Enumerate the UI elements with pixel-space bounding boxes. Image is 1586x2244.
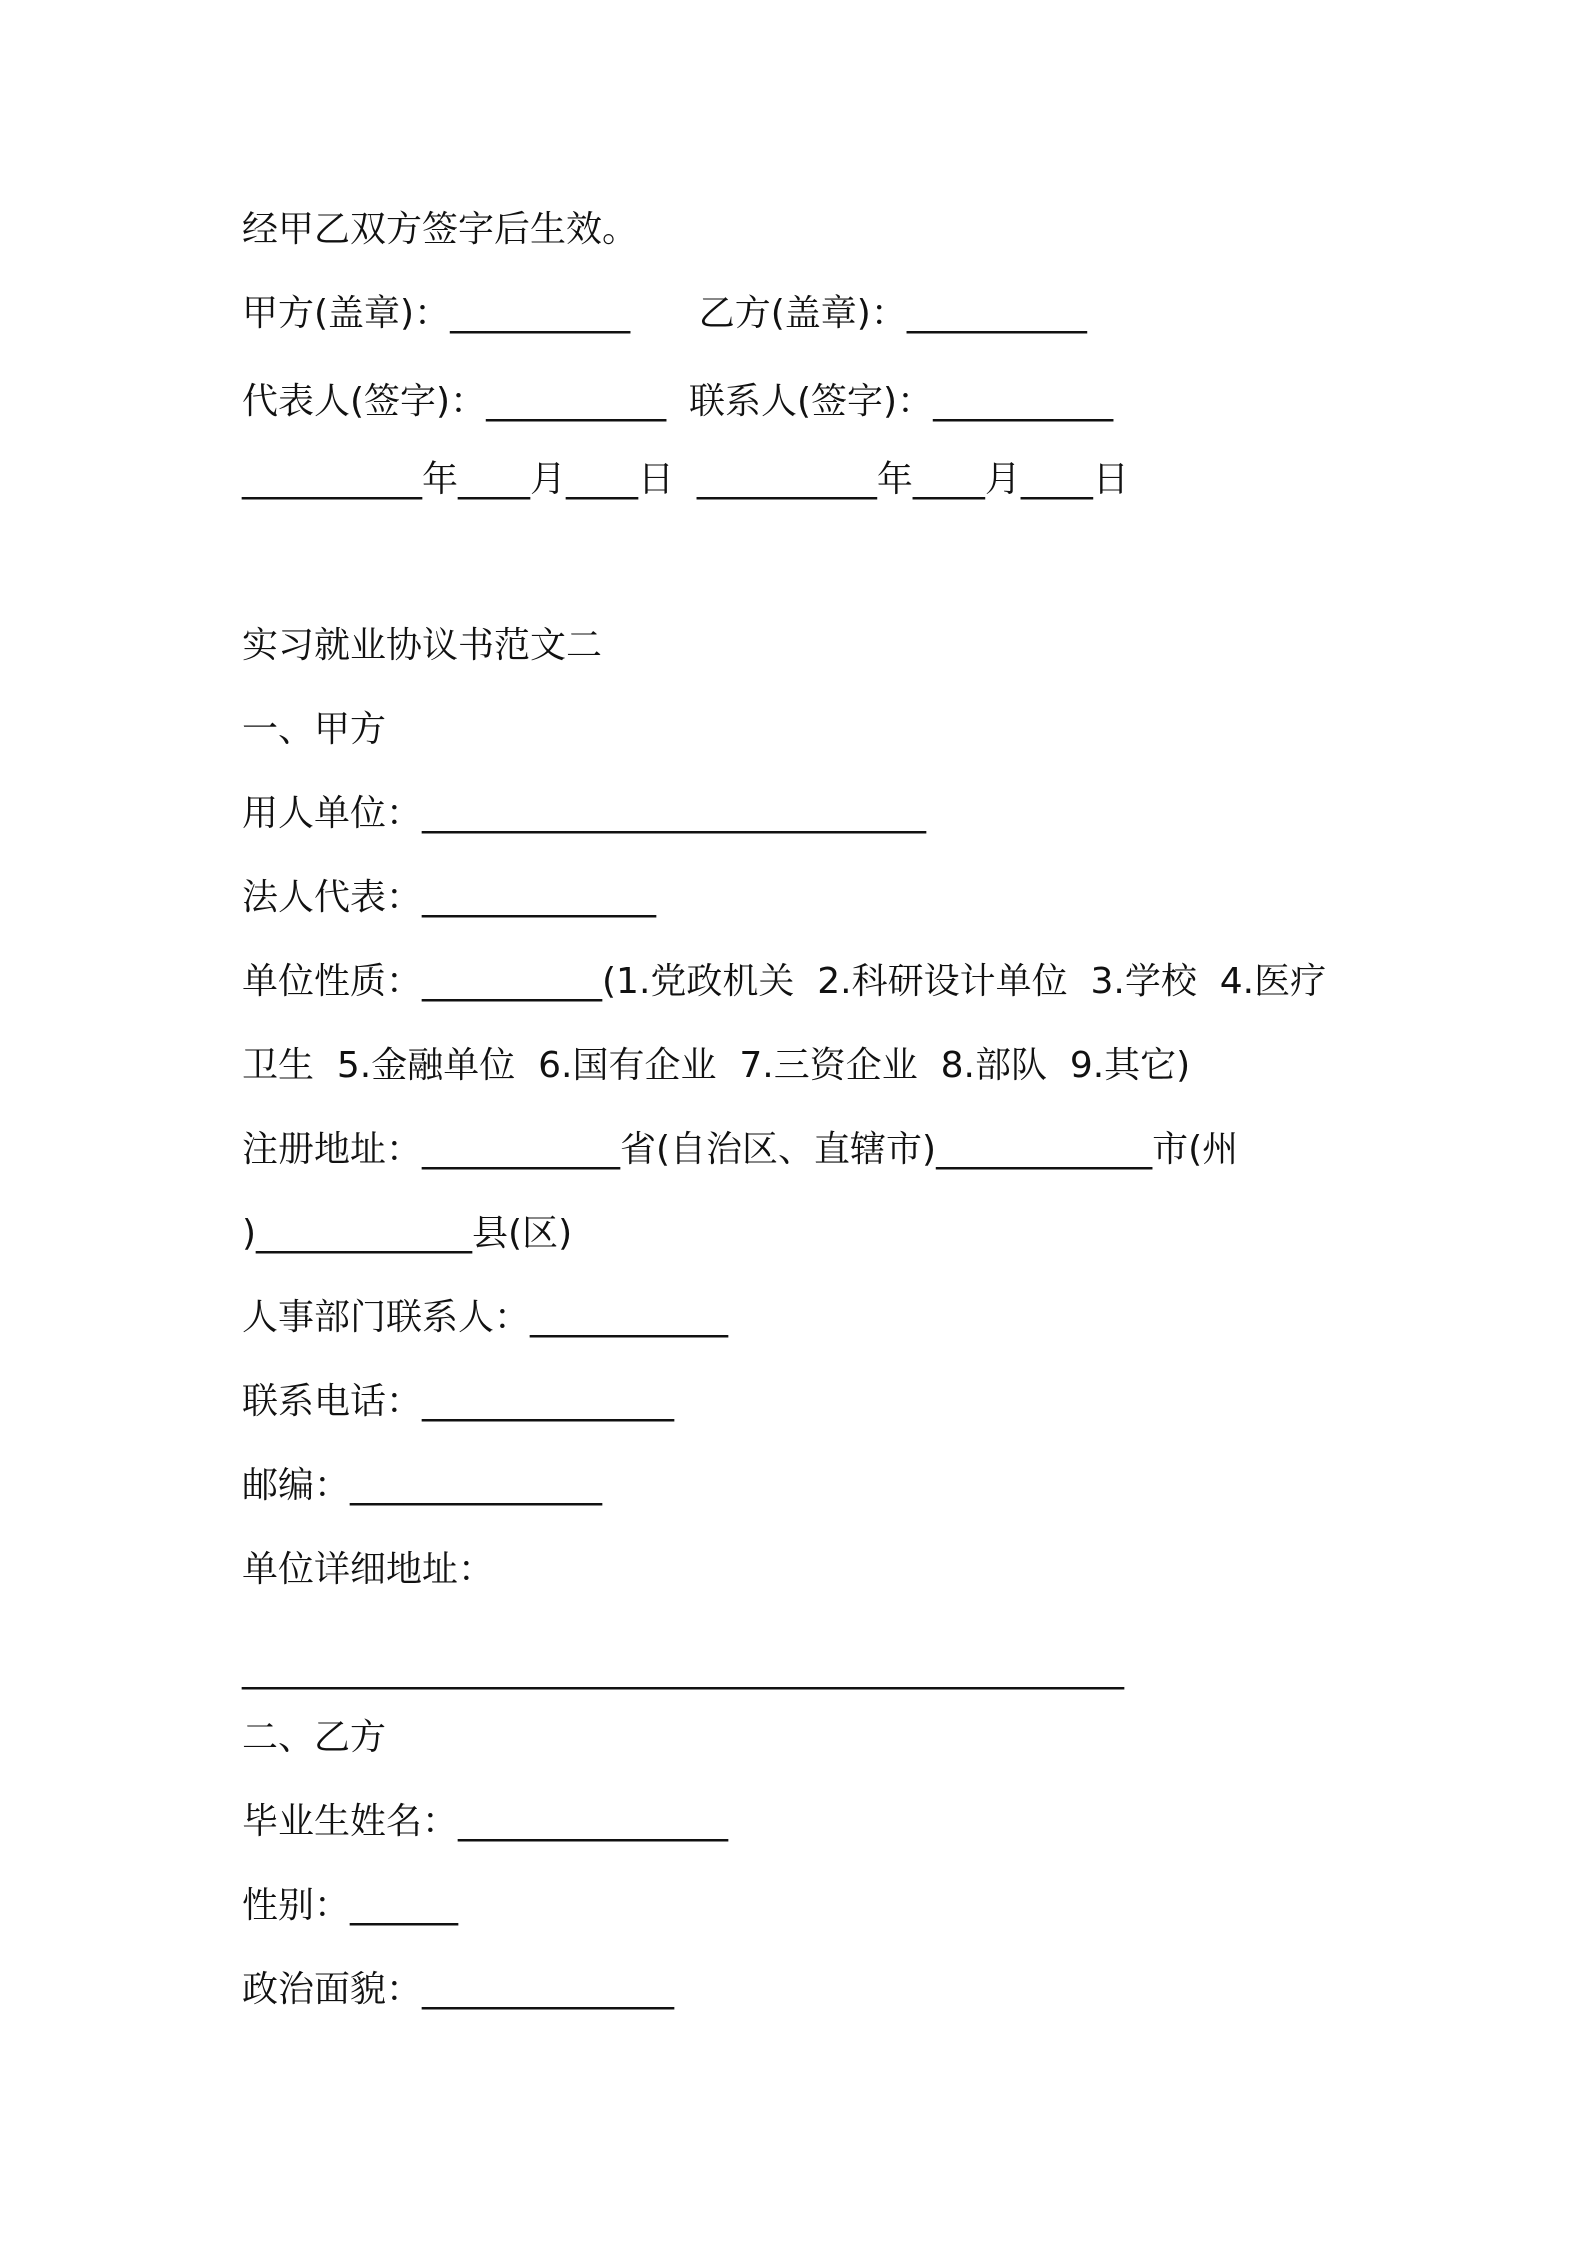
unit-nature-options: 卫生 5.金融单位 6.国有企业 7.三资企业 8.部队 9.其它) bbox=[242, 1045, 1191, 1086]
party-seal-line: 甲方(盖章)：__________ 乙方(盖章)：__________ bbox=[242, 293, 1087, 334]
unit-nature-field: 单位性质：__________(1.党政机关 2.科研设计单位 3.学校 4.医疗 bbox=[242, 961, 1327, 1002]
party-b-heading: 二、乙方 bbox=[242, 1717, 387, 1758]
effective-clause: 经甲乙双方签字后生效。 bbox=[242, 209, 639, 250]
phone-field: 联系电话：______________ bbox=[242, 1381, 675, 1422]
registered-address-county: )____________县(区) bbox=[242, 1213, 573, 1254]
date-line: __________年____月____日 __________年____月____日 bbox=[242, 459, 1129, 500]
legal-representative-field: 法人代表：_____________ bbox=[242, 877, 657, 918]
hr-contact-field: 人事部门联系人：___________ bbox=[242, 1297, 729, 1338]
registered-address-field: 注册地址：___________省(自治区、直辖市)____________市(州 bbox=[242, 1129, 1239, 1170]
representative-signature-line: 代表人(签字)：__________ 联系人(签字)：__________ bbox=[242, 381, 1114, 422]
employer-field: 用人单位：____________________________ bbox=[242, 793, 927, 834]
graduate-name-field: 毕业生姓名：_______________ bbox=[242, 1801, 729, 1842]
section-title: 实习就业协议书范文二 bbox=[242, 625, 603, 666]
detailed-address-blank: _________________________________________________ bbox=[242, 1649, 1124, 1690]
party-a-heading: 一、甲方 bbox=[242, 709, 387, 750]
detailed-address-label: 单位详细地址： bbox=[242, 1549, 495, 1590]
political-status-field: 政治面貌：______________ bbox=[242, 1969, 675, 2010]
postcode-field: 邮编：______________ bbox=[242, 1465, 603, 1506]
gender-field: 性别：______ bbox=[242, 1885, 459, 1926]
